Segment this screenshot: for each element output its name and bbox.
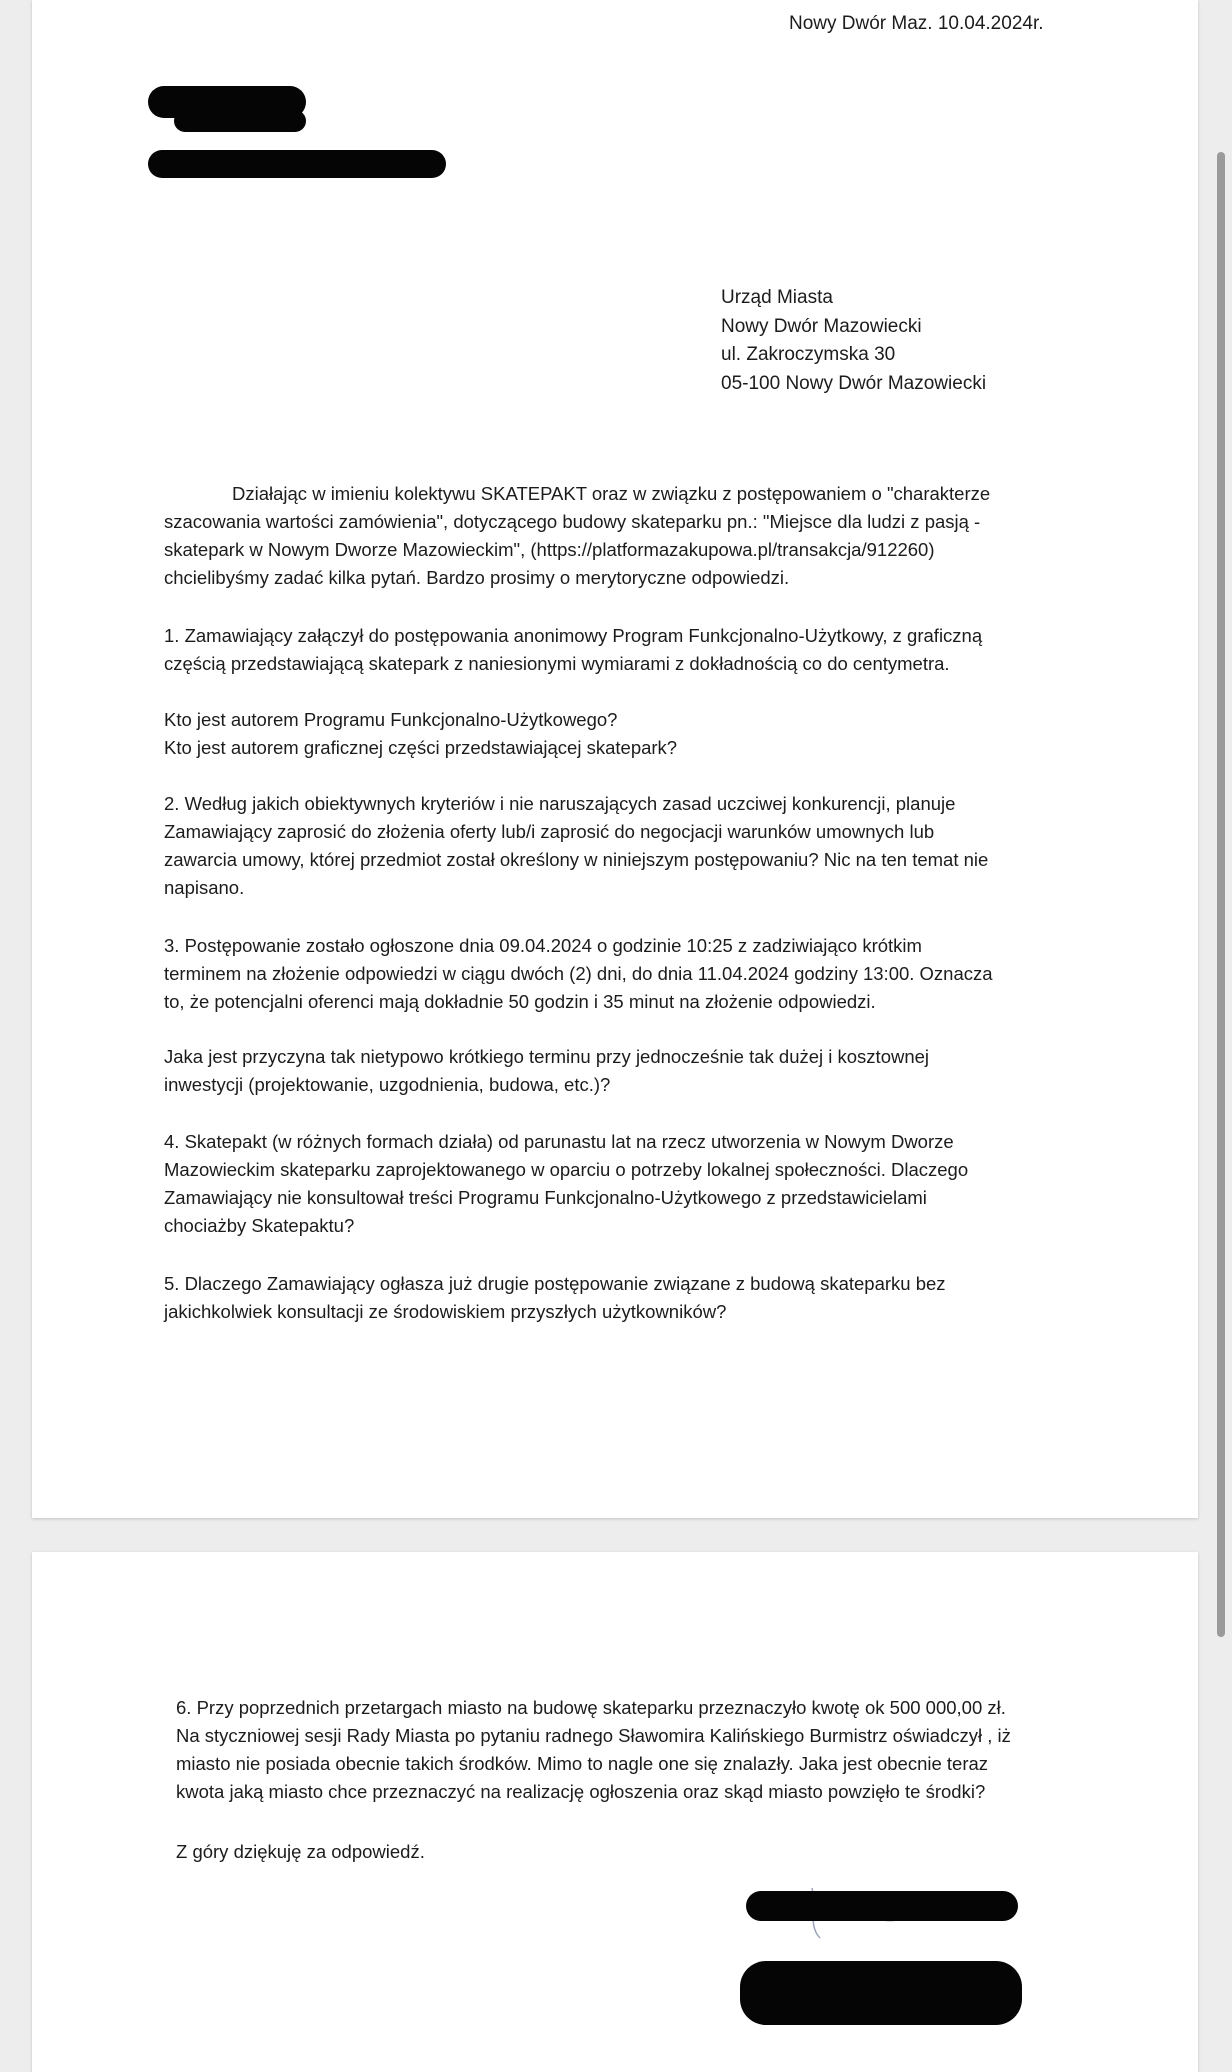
question-line: chociażby Skatepaktu? (164, 1215, 355, 1236)
question-6 (176, 1694, 1011, 1806)
question-2 (164, 790, 988, 902)
question-line: inwestycji (projektowanie, uzgodnienia, budowa, etc.)? (164, 1074, 611, 1095)
document-page-2 (32, 1552, 1198, 2072)
question-line: terminem na złożenie odpowiedzi w ciągu dwóch (2) dni, do dnia 11.04.2024 godziny 13:00. Oznacza (164, 963, 993, 984)
question-3 (164, 932, 993, 1016)
question-line: częścią przedstawiającą skatepark z naniesionymi wymiarami z dokładnością co do centymetra. (164, 653, 950, 674)
redacted-sender-name-tail (174, 110, 306, 132)
recipient-line: ul. Zakroczymska 30 (721, 344, 896, 365)
question-line: Zamawiający zaprosić do złożenia oferty lub/i zaprosić do negocjacji warunków umownych lub (164, 821, 935, 842)
question-line: kwota jaką miasto chce przeznaczyć na realizację ogłoszenia oraz skąd miasto powzięło te środki? (176, 1781, 986, 1802)
redacted-signer-name (740, 1961, 1022, 2025)
recipient-address (721, 284, 986, 398)
recipient-line: 05-100 Nowy Dwór Mazowiecki (721, 372, 987, 394)
recipient-line: Nowy Dwór Mazowiecki (721, 315, 922, 337)
question-4 (164, 1128, 968, 1240)
intro-line: skatepark w Nowym Dworze Mazowieckim", (https://platformazakupowa.pl/transakcja/912260) (164, 539, 935, 560)
redacted-sender-address (148, 150, 446, 178)
intro-paragraph (164, 480, 990, 592)
question-line: 2. Według jakich obiektywnych kryteriów i nie naruszających zasad uczciwej konkurencji, planuje (164, 793, 956, 814)
intro-line: szacowania wartości zamówienia", dotyczącego budowy skateparku pn.: "Miejsce dla ludzi z pasją - (164, 511, 981, 532)
question-line: jakichkolwiek konsultacji ze środowiskiem przyszłych użytkowników? (164, 1301, 727, 1322)
question-5 (164, 1270, 946, 1326)
closing-line: Z góry dziękuję za odpowiedź. (176, 1841, 425, 1862)
question-line: Mazowieckim skateparku zaprojektowanego w oparciu o potrzeby lokalnej społeczności. Dlaczego (164, 1159, 969, 1180)
question-line: to, że potencjalni oferenci mają dokładnie 50 godzin i 35 minut na złożenie odpowiedzi. (164, 991, 876, 1012)
question-line: 1. Zamawiający załączył do postępowania anonimowy Program Funkcjonalno-Użytkowy, z graficzną (164, 625, 983, 646)
redacted-signature (746, 1891, 1018, 1921)
question-1 (164, 622, 982, 678)
scrollbar[interactable] (1217, 152, 1225, 1637)
question-1-followup (164, 706, 677, 762)
question-line: miasto nie posiada obecnie takich środków. Mimo to nagle one się znalazły. Jaka jest obecnie teraz (176, 1753, 989, 1774)
question-line: 6. Przy poprzednich przetargach miasto na budowę skateparku przeznaczyło kwotę ok 500 000,00 zł. (176, 1697, 1006, 1718)
place-date: Nowy Dwór Maz. 10.04.2024r. (789, 13, 1044, 34)
intro-line: chcielibyśmy zadać kilka pytań. Bardzo prosimy o merytoryczne odpowiedzi. (164, 567, 790, 588)
document-page-1 (32, 0, 1198, 1518)
question-line: zawarcia umowy, której przedmiot został określony w niniejszym postępowaniu? Nic na ten temat nie (164, 849, 989, 870)
question-3-followup (164, 1043, 929, 1099)
question-line: Zamawiający nie konsultował treści Programu Funkcjonalno-Użytkowego z przedstawicielami (164, 1187, 927, 1208)
question-line: Jaka jest przyczyna tak nietypowo krótkiego terminu przy jednocześnie tak dużej i kosztownej (164, 1046, 930, 1067)
question-line: Kto jest autorem Programu Funkcjonalno-Użytkowego? (164, 709, 618, 730)
question-line: Na styczniowej sesji Rady Miasta po pytaniu radnego Sławomira Kalińskiego Burmistrz oświadczył , iż (176, 1725, 1011, 1746)
recipient-line: Urząd Miasta (721, 287, 833, 308)
intro-line: Działając w imieniu kolektywu SKATEPAKT oraz w związku z postępowaniem o "charakterze (232, 483, 991, 504)
question-line: napisano. (164, 877, 245, 898)
question-line: 4. Skatepakt (w różnych formach działa) od parunastu lat na rzecz utworzenia w Nowym Dworze (164, 1131, 954, 1152)
question-line: 5. Dlaczego Zamawiający ogłasza już drugie postępowanie związane z budową skateparku bez (164, 1273, 946, 1294)
question-line: 3. Postępowanie zostało ogłoszone dnia 09.04.2024 o godzinie 10:25 z zadziwiająco krótkim (164, 935, 922, 956)
question-line: Kto jest autorem graficznej części przedstawiającej skatepark? (164, 737, 678, 758)
